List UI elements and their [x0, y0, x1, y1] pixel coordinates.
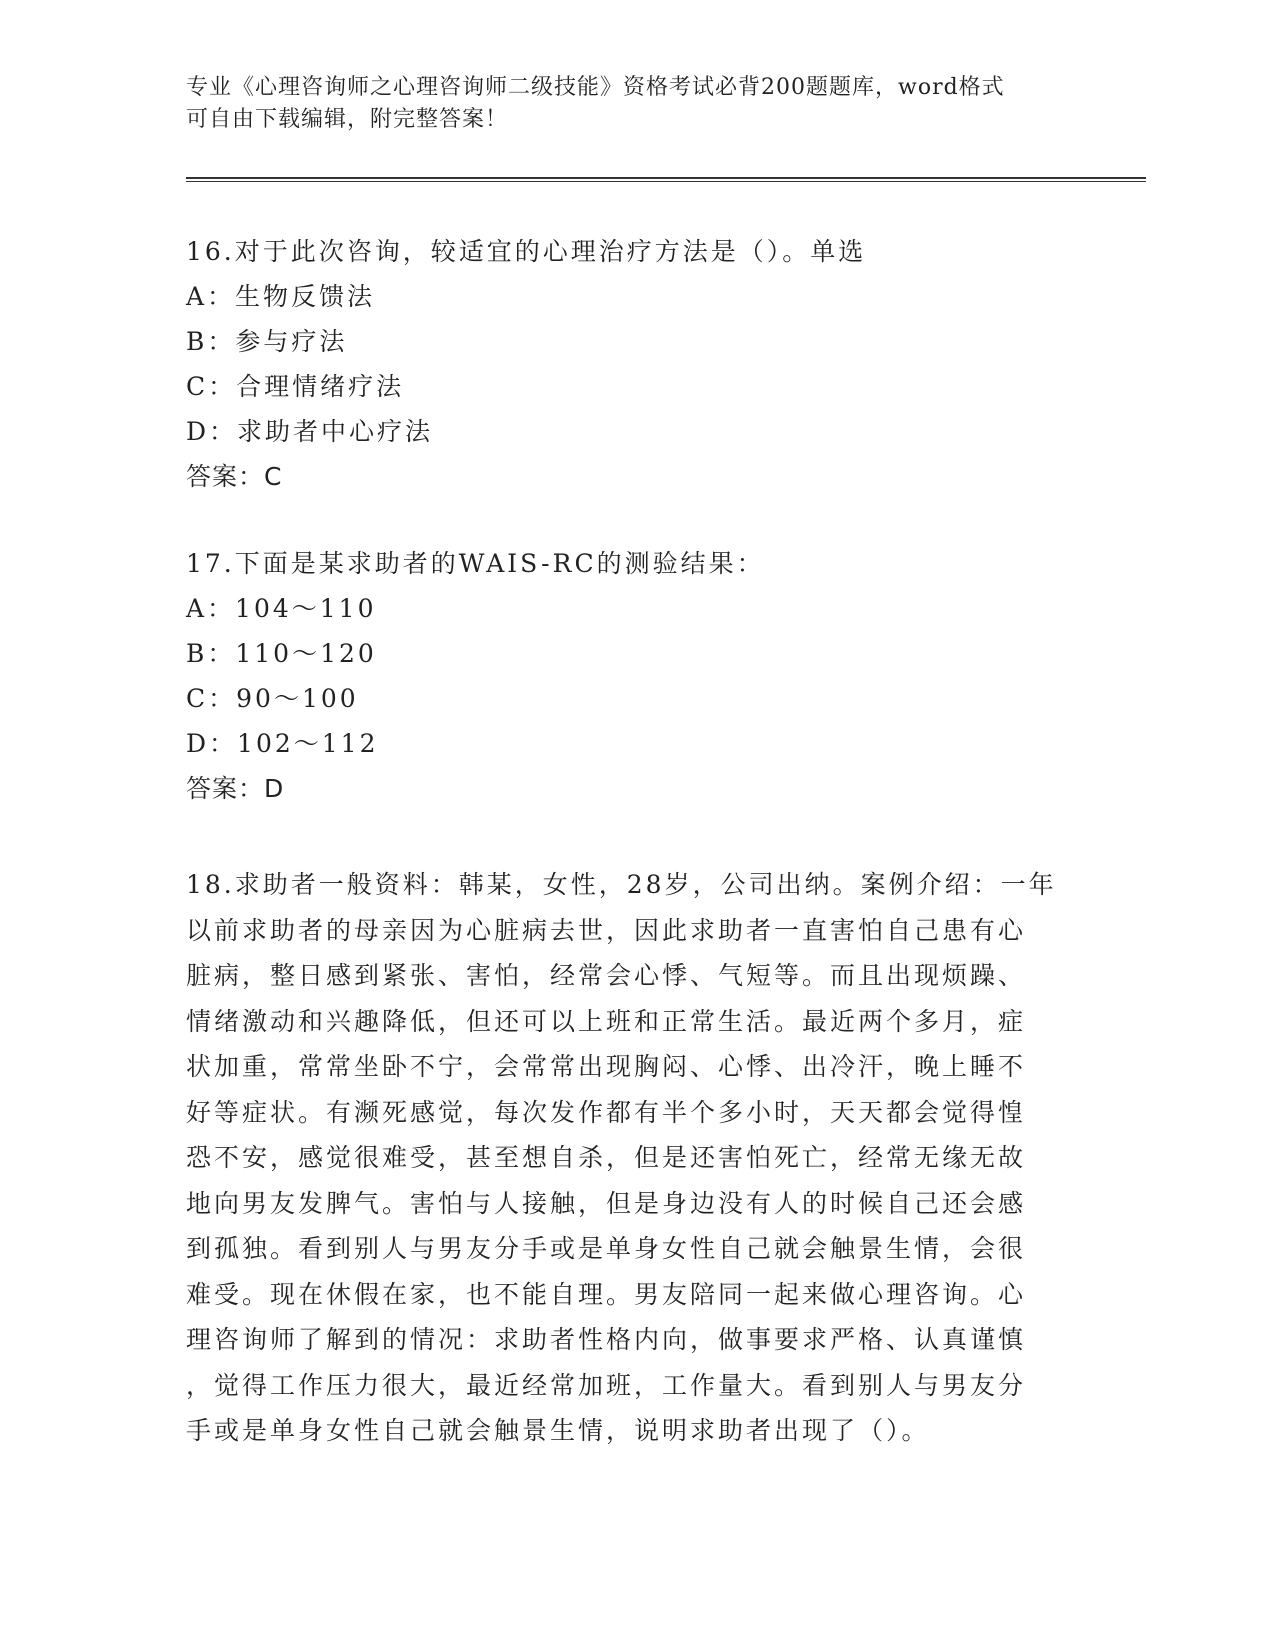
header-divider-thin	[186, 181, 1146, 182]
option-b: B：参与疗法	[186, 327, 348, 356]
option-b: B：110～120	[186, 639, 377, 668]
question-text-line: 理咨询师了解到的情况：求助者性格内向，做事要求严格、认真谨慎	[186, 1325, 1027, 1354]
question-text-line: 以前求助者的母亲因为心脏病去世，因此求助者一直害怕自己患有心	[186, 915, 1027, 945]
question-text-line: 脏病，整日感到紧张、害怕，经常会心悸、气短等。而且出现烦躁、	[186, 961, 1027, 990]
question-text-line: 状加重，常常坐卧不宁，会常常出现胸闷、心悸、出冷汗，晚上睡不	[186, 1052, 1027, 1081]
question-text-line: 地向男友发脾气。害怕与人接触，但是身边没有人的时候自己还会感	[186, 1188, 1027, 1218]
header-line: 专业《心理咨询师之心理咨询师二级技能》资格考试必背200题题库，word格式	[186, 75, 1005, 100]
answer: 答案：C	[186, 462, 283, 491]
option-a: A：104～110	[186, 594, 377, 623]
header-line: 可自由下载编辑，附完整答案！	[186, 107, 509, 132]
question-text-line: 18.求助者一般资料：韩某，女性，28岁，公司出纳。案例介绍：一年	[186, 870, 1057, 899]
question-text-line: 好等症状。有濒死感觉，每次发作都有半个多小时，天天都会觉得惶	[186, 1097, 1027, 1127]
question-stem: 16.对于此次咨询，较适宜的心理治疗方法是（）。单选	[186, 237, 867, 266]
option-d: D：102～112	[186, 729, 379, 758]
question-17	[186, 541, 1086, 811]
question-16	[186, 229, 1086, 499]
answer: 答案：D	[186, 774, 285, 803]
question-stem: 17.下面是某求助者的WAIS-RC的测验结果：	[186, 549, 765, 578]
question-text-line: 到孤独。看到别人与男友分手或是单身女性自己就会触景生情，会很	[186, 1234, 1027, 1263]
question-text-line: 难受。现在休假在家，也不能自理。男友陪同一起来做心理咨询。心	[186, 1279, 1027, 1309]
header-divider	[186, 177, 1146, 179]
option-c: C：90～100	[186, 684, 359, 713]
option-d: D：求助者中心疗法	[186, 417, 434, 446]
question-text-line: ，觉得工作压力很大，最近经常加班，工作量大。看到别人与男友分	[186, 1370, 1027, 1400]
question-text-line: 手或是单身女性自己就会触景生情，说明求助者出现了（）。	[186, 1416, 930, 1445]
option-a: A：生物反馈法	[186, 282, 376, 311]
question-text-line: 恐不安，感觉很难受，甚至想自杀，但是还害怕死亡，经常无缘无故	[186, 1143, 1027, 1172]
document-header	[186, 72, 1066, 136]
option-c: C：合理情绪疗法	[186, 372, 405, 401]
question-text-line: 情绪激动和兴趣降低，但还可以上班和正常生活。最近两个多月，症	[186, 1006, 1027, 1036]
question-18	[186, 862, 1086, 1454]
